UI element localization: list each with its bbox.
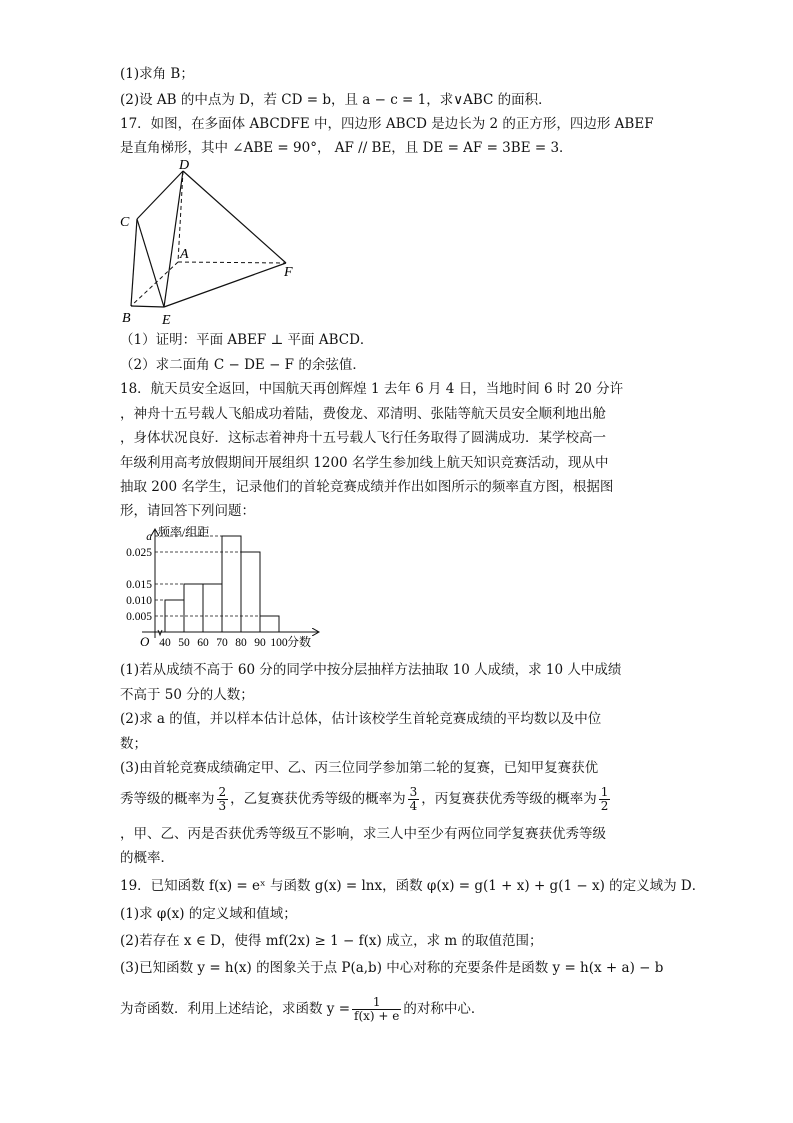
q19-part4-text: 为奇函数．利用上述结论，求函数 y = bbox=[120, 1001, 351, 1017]
q19-line1: 19．已知函数 f(x) = eˣ 与函数 g(x) = lnx，函数 φ(x) = g(1 + x) + g(1 − x) 的定义域为 D． bbox=[120, 878, 706, 894]
label-A: A bbox=[180, 247, 189, 262]
q19-part2: (2)若存在 x ∈ D，使得 mf(2x) ≥ 1 − f(x) 成立，求 m 的取值范围； bbox=[120, 933, 543, 949]
histogram-bar bbox=[203, 584, 222, 632]
polyhedron-figure bbox=[112, 160, 312, 330]
frequency-histogram bbox=[112, 524, 332, 654]
q16-part2-end: ABC 的面积． bbox=[463, 92, 552, 108]
y-tick-label: 0.010 bbox=[126, 595, 152, 607]
x-tick-label: 80 bbox=[235, 637, 247, 649]
q18-part3-b bbox=[120, 786, 612, 813]
fraction-denominator: 4 bbox=[409, 799, 418, 813]
fraction-denominator: 2 bbox=[600, 799, 609, 813]
origin-label: O bbox=[140, 634, 150, 649]
histogram-bar bbox=[241, 552, 260, 632]
q17-part1: （1）证明：平面 ABEF ⊥ 平面 ABCD． bbox=[120, 332, 374, 348]
label-E: E bbox=[162, 313, 171, 328]
q19-part3: (3)已知函数 y = h(x) 的图象关于点 P(a,b) 中心对称的充要条件是函数 y = h(x + a) − b bbox=[120, 960, 664, 976]
q16-part2-text: (2)设 AB 的中点为 D，若 CD = b，且 a − c = 1，求 bbox=[120, 92, 454, 108]
q18-line1: 18．航天员安全返回，中国航天再创辉煌 1 去年 6 月 4 日，当地时间 6 时 20 分许 bbox=[120, 381, 624, 397]
q18-part1-b: 不高于 50 分的人数； bbox=[120, 687, 254, 703]
q17-line2: 是直角梯形，其中 ∠ABE = 90°， AF // BE，且 DE = AF = 3BE = 3． bbox=[120, 140, 573, 156]
histogram-bar bbox=[184, 584, 203, 632]
q16-part2 bbox=[120, 90, 552, 110]
fraction-numerator: 2 bbox=[218, 785, 227, 799]
x-tick-label: 70 bbox=[216, 637, 228, 649]
q18-part3-text1: 秀等级的概率为 bbox=[120, 791, 215, 807]
fraction-numerator: 3 bbox=[409, 785, 418, 799]
label-D: D bbox=[179, 160, 190, 173]
fraction-denominator: f(x) + e bbox=[354, 1009, 400, 1023]
histogram-bar bbox=[260, 616, 279, 632]
fraction-reciprocal bbox=[352, 996, 401, 1023]
x-tick-label: 60 bbox=[197, 637, 209, 649]
q18-part3-text2: ，乙复赛获优秀等级的概率为 bbox=[230, 791, 406, 807]
q17-line1: 17．如图，在多面体 ABCDFE 中，四边形 ABCD 是边长为 2 的正方形，四边形 ABEF bbox=[120, 116, 654, 132]
y-axis-label: 频率/组距 bbox=[158, 525, 210, 539]
x-tick-label: 90 bbox=[254, 637, 266, 649]
q18-line4: 年级利用高考放假期间开展组织 1200 名学生参加线上航天知识竞赛活动，现从中 bbox=[120, 455, 609, 471]
y-tick-label: 0.005 bbox=[126, 611, 152, 623]
q17-part2: （2）求二面角 C − DE − F 的余弦值． bbox=[120, 357, 366, 373]
q18-line3: ，身体状况良好．这标志着神舟十五号载人飞行任务取得了圆满成功．某学校高一 bbox=[120, 430, 606, 446]
q18-part2-a: (2)求 a 的值，并以样本估计总体，估计该校学生首轮竞赛成绩的平均数以及中位 bbox=[120, 711, 602, 727]
q18-part3-text3: ，丙复赛获优秀等级的概率为 bbox=[421, 791, 597, 807]
x-tick-label: 100 bbox=[270, 637, 288, 649]
label-B: B bbox=[122, 311, 131, 326]
fraction-2-3 bbox=[217, 786, 229, 813]
q18-line6: 形，请回答下列问题： bbox=[120, 503, 255, 519]
fraction-numerator: 1 bbox=[352, 996, 401, 1010]
fraction-denominator: 3 bbox=[218, 799, 227, 813]
q19-part4 bbox=[120, 996, 484, 1023]
y-tick-label: 0.025 bbox=[126, 547, 152, 559]
q18-part2-b: 数； bbox=[120, 736, 147, 752]
fraction-3-4 bbox=[408, 786, 420, 813]
y-tick-label: 0.015 bbox=[126, 579, 152, 591]
q19-part1: (1)求 φ(x) 的定义域和值域； bbox=[120, 906, 297, 922]
y-tick-label: a bbox=[146, 531, 152, 543]
label-C: C bbox=[120, 215, 130, 230]
q18-part3-a: (3)由首轮竞赛成绩确定甲、乙、丙三位同学参加第二轮的复赛，已知甲复赛获优 bbox=[120, 760, 599, 776]
q18-part3-d: 的概率． bbox=[120, 850, 174, 866]
histogram-bar bbox=[222, 536, 241, 632]
x-axis-label: 分数 bbox=[287, 635, 312, 649]
q18-line5: 抽取 200 名学生，记录他们的首轮竞赛成绩并作出如图所示的频率直方图，根据图 bbox=[120, 479, 614, 495]
fraction-1-2 bbox=[599, 786, 611, 813]
q16-part1: (1)求角 B； bbox=[120, 66, 194, 82]
fraction-numerator: 1 bbox=[600, 785, 609, 799]
q18-part1-a: (1)若从成绩不高于 60 分的同学中按分层抽样方法抽取 10 人成绩，求 10 人中成绩 bbox=[120, 662, 622, 678]
x-tick-label: 50 bbox=[178, 637, 190, 649]
q18-line2: ，神舟十五号载人飞船成功着陆，费俊龙、邓清明、张陆等航天员安全顺利地出舱 bbox=[120, 406, 606, 422]
q18-part3-c: ，甲、乙、丙是否获优秀等级互不影响，求三人中至少有两位同学复赛获优秀等级 bbox=[120, 826, 606, 842]
x-tick-label: 40 bbox=[159, 637, 171, 649]
q19-part4-end: 的对称中心． bbox=[403, 1001, 485, 1017]
label-F: F bbox=[284, 265, 293, 280]
triangle-icon: ∨ bbox=[453, 92, 464, 108]
